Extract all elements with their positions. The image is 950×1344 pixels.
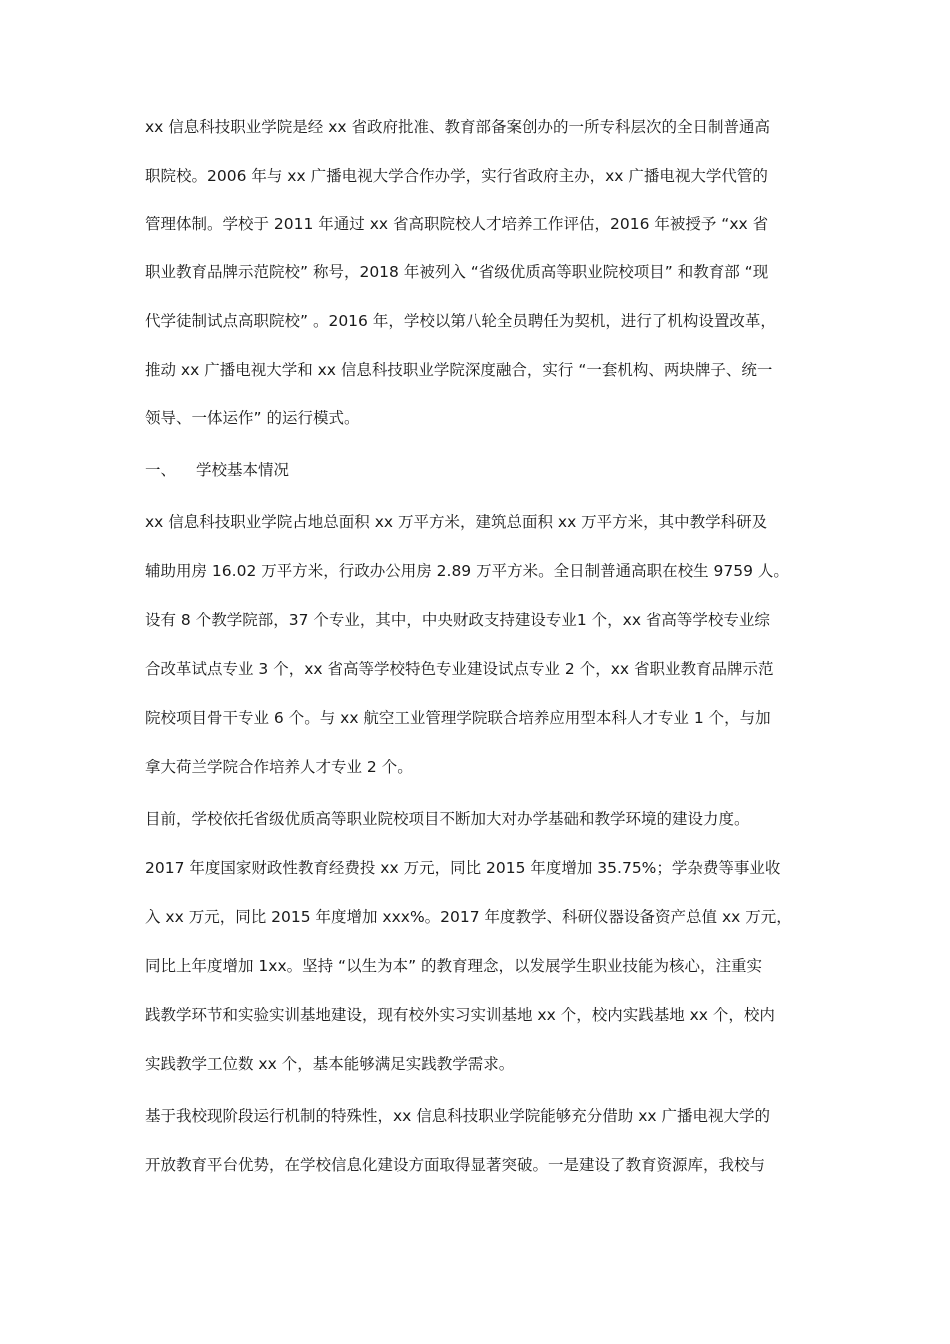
paragraph-2-line-4: 合改革试点专业 3 个，xx 省高等学校特色专业建设试点专业 2 个，xx 省职业教育品牌示范 (145, 660, 774, 678)
paragraph-3-line-3: 入 xx 万元，同比 2015 年度增加 xxx%。2017 年度教学、科研仪器设备资产总值 xx 万元， (145, 908, 792, 926)
paragraph-1-line-4: 职业教育品牌示范院校” 称号，2018 年被列入 “省级优质高等职业院校项目” 和教育部 “现 (145, 263, 769, 281)
paragraph-3-line-5: 践教学环节和实验实训基地建设，现有校外实习实训基地 xx 个，校内实践基地 xx 个，校内 (145, 1006, 775, 1024)
paragraph-4-line-2: 开放教育平台优势，在学校信息化建设方面取得显著突破。一是建设了教育资源库，我校与 (145, 1156, 766, 1174)
paragraph-1-line-6: 推动 xx 广播电视大学和 xx 信息科技职业学院深度融合，实行 “一套机构、两块牌子、统一 (145, 361, 773, 379)
paragraph-2-line-1: xx 信息科技职业学院占地总面积 xx 万平方米，建筑总面积 xx 万平方米，其中教学科研及 (145, 513, 768, 531)
paragraph-4-line-1: 基于我校现阶段运行机制的特殊性，xx 信息科技职业学院能够充分借助 xx 广播电视大学的 (145, 1107, 770, 1125)
paragraph-3-line-2: 2017 年度国家财政性教育经费投 xx 万元，同比 2015 年度增加 35.75%；学杂费等事业收 (145, 859, 781, 877)
paragraph-1-line-1: xx 信息科技职业学院是经 xx 省政府批准、教育部备案创办的一所专科层次的全日制普通高 (145, 118, 770, 136)
paragraph-1-line-7: 领导、一体运作” 的运行模式。 (145, 409, 360, 427)
paragraph-1-line-5: 代学徒制试点高职院校” 。2016 年，学校以第八轮全员聘任为契机，进行了机构设置改革， (145, 312, 776, 330)
section-heading-title: 学校基本情况 (196, 461, 290, 479)
paragraph-1-line-2: 职院校。2006 年与 xx 广播电视大学合作办学，实行省政府主办，xx 广播电视大学代管的 (145, 167, 768, 185)
paragraph-2-line-5: 院校项目骨干专业 6 个。与 xx 航空工业管理学院联合培养应用型本科人才专业 1 个，与加 (145, 709, 771, 727)
paragraph-3-line-6: 实践教学工位数 xx 个，基本能够满足实践教学需求。 (145, 1055, 515, 1073)
section-heading-number: 一、 (145, 461, 177, 479)
paragraph-2-line-2: 辅助用房 16.02 万平方米，行政办公用房 2.89 万平方米。全日制普通高职在校生 9759 人。 (145, 562, 789, 580)
paragraph-2-line-3: 设有 8 个教学院部，37 个专业，其中，中央财政支持建设专业1 个，xx 省高等学校专业综 (145, 611, 770, 629)
paragraph-1-line-3: 管理体制。学校于 2011 年通过 xx 省高职院校人才培养工作评估，2016 年被授予 “xx 省 (145, 215, 769, 233)
paragraph-3-line-1: 目前，学校依托省级优质高等职业院校项目不断加大对办学基础和教学环境的建设力度。 (145, 810, 750, 828)
paragraph-2-line-6: 拿大荷兰学院合作培养人才专业 2 个。 (145, 758, 413, 776)
paragraph-3-line-4: 同比上年度增加 1xx。坚持 “以生为本” 的教育理念，以发展学生职业技能为核心，注重实 (145, 957, 763, 975)
